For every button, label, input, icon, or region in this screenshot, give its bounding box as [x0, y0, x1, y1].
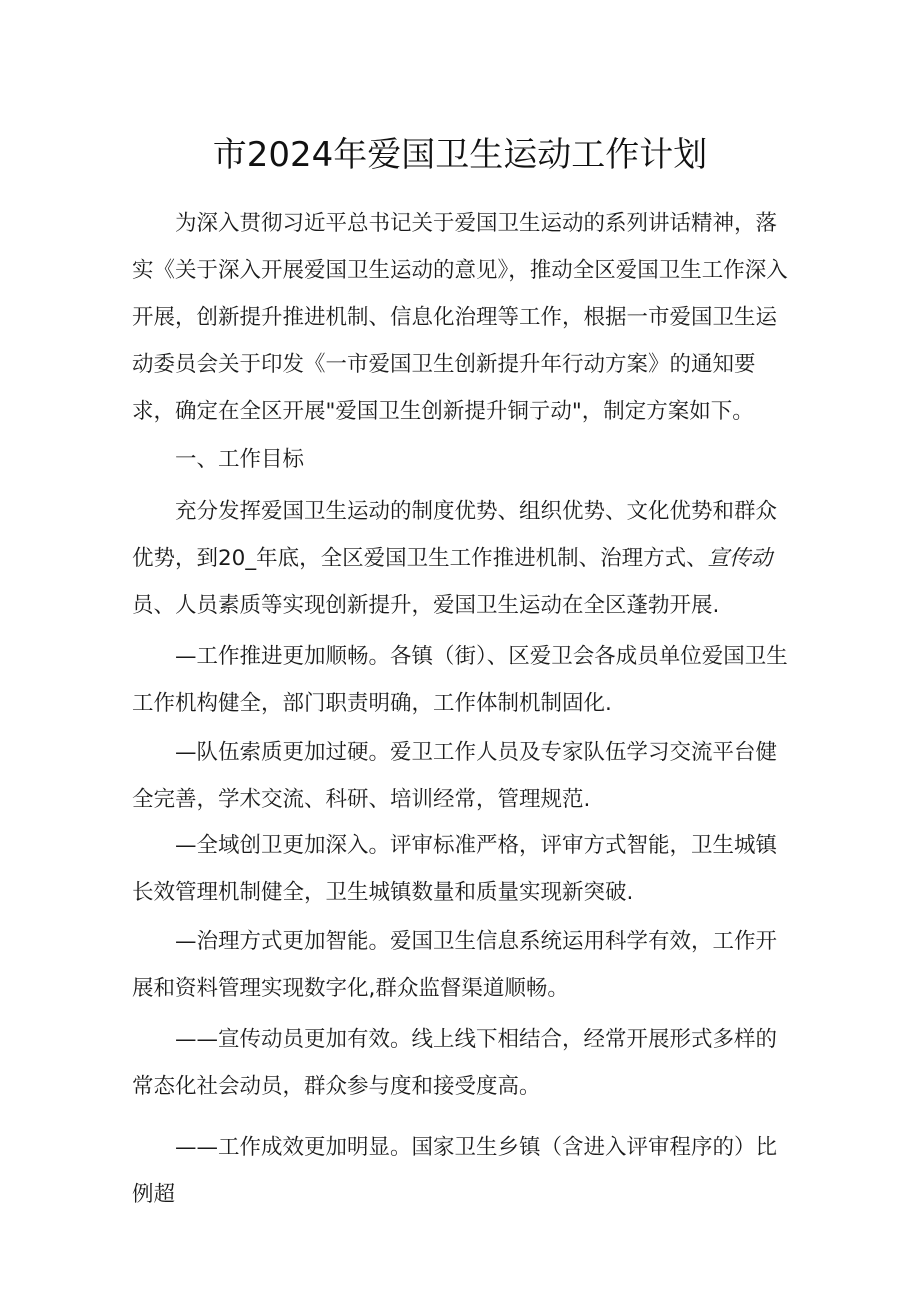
item-block-6 — [132, 1124, 788, 1218]
item-block-1 — [132, 633, 788, 727]
goal-text-part2: 员、人员素质等实现创新提升，爱国卫生运动在全区蓬勃开展. — [132, 593, 720, 618]
goal-paragraph — [132, 488, 788, 629]
goal-text-italic: 宣传动 — [707, 546, 773, 571]
intro-block — [132, 200, 788, 435]
list-item: —治理方式更加智能。爱国卫生信息系统运用科学有效，工作开展和资料管理实现数字化,群众监督渠道顺畅。 — [132, 929, 778, 1001]
section-heading-block — [132, 436, 788, 483]
section-heading: 一、工作目标 — [175, 447, 305, 472]
item-block-2 — [132, 729, 788, 823]
goal-block — [132, 488, 788, 629]
list-item: —全域创卫更加深入。评审标准严格，评审方式智能，卫生城镇长效管理机制健全，卫生城镇数量和质量实现新突破. — [132, 833, 778, 905]
list-item: ——宣传动员更加有效。线上线下相结合，经常开展形式多样的常态化社会动员，群众参与度和接受度高。 — [132, 1027, 778, 1099]
list-item: —队伍索质更加过硬。爱卫工作人员及专家队伍学习交流平台健全完善，学术交流、科研、培训经常，管理规范. — [132, 740, 778, 812]
item-block-3 — [132, 822, 788, 916]
list-item: —工作推进更加顺畅。各镇（街）、区爱卫会各成员单位爱国卫生工作机构健全，部门职责明确，工作体制机制固化. — [132, 644, 788, 716]
item-block-5 — [132, 1016, 788, 1110]
item-block-4 — [132, 918, 788, 1012]
goal-text-part1: 充分发挥爱国卫生运动的制度优势、组织优势、文化优势和群众优势，到20_年底，全区爱国卫生工作推进机制、治理方式、 — [132, 499, 778, 571]
document-title: 市2024年爱国卫生运动工作计划 — [212, 135, 708, 175]
list-item: ——工作成效更加明显。国家卫生乡镇（含进入评审程序的）比例超 — [132, 1135, 778, 1207]
intro-paragraph: 为深入贯彻习近平总书记关于爱国卫生运动的系列讲话精神，落实《关于深入开展爱国卫生运动的意见》，推动全区爱国卫生工作深入开展，创新提升推进机制、信息化治理等工作，根据一市爱国卫生运动委员会关于印发《一市爱国卫生创新提升年行动方案》的通知要求，确定在全区开展"爱国卫生创新提升铜亍动"，制定方案如下。 — [132, 211, 788, 424]
